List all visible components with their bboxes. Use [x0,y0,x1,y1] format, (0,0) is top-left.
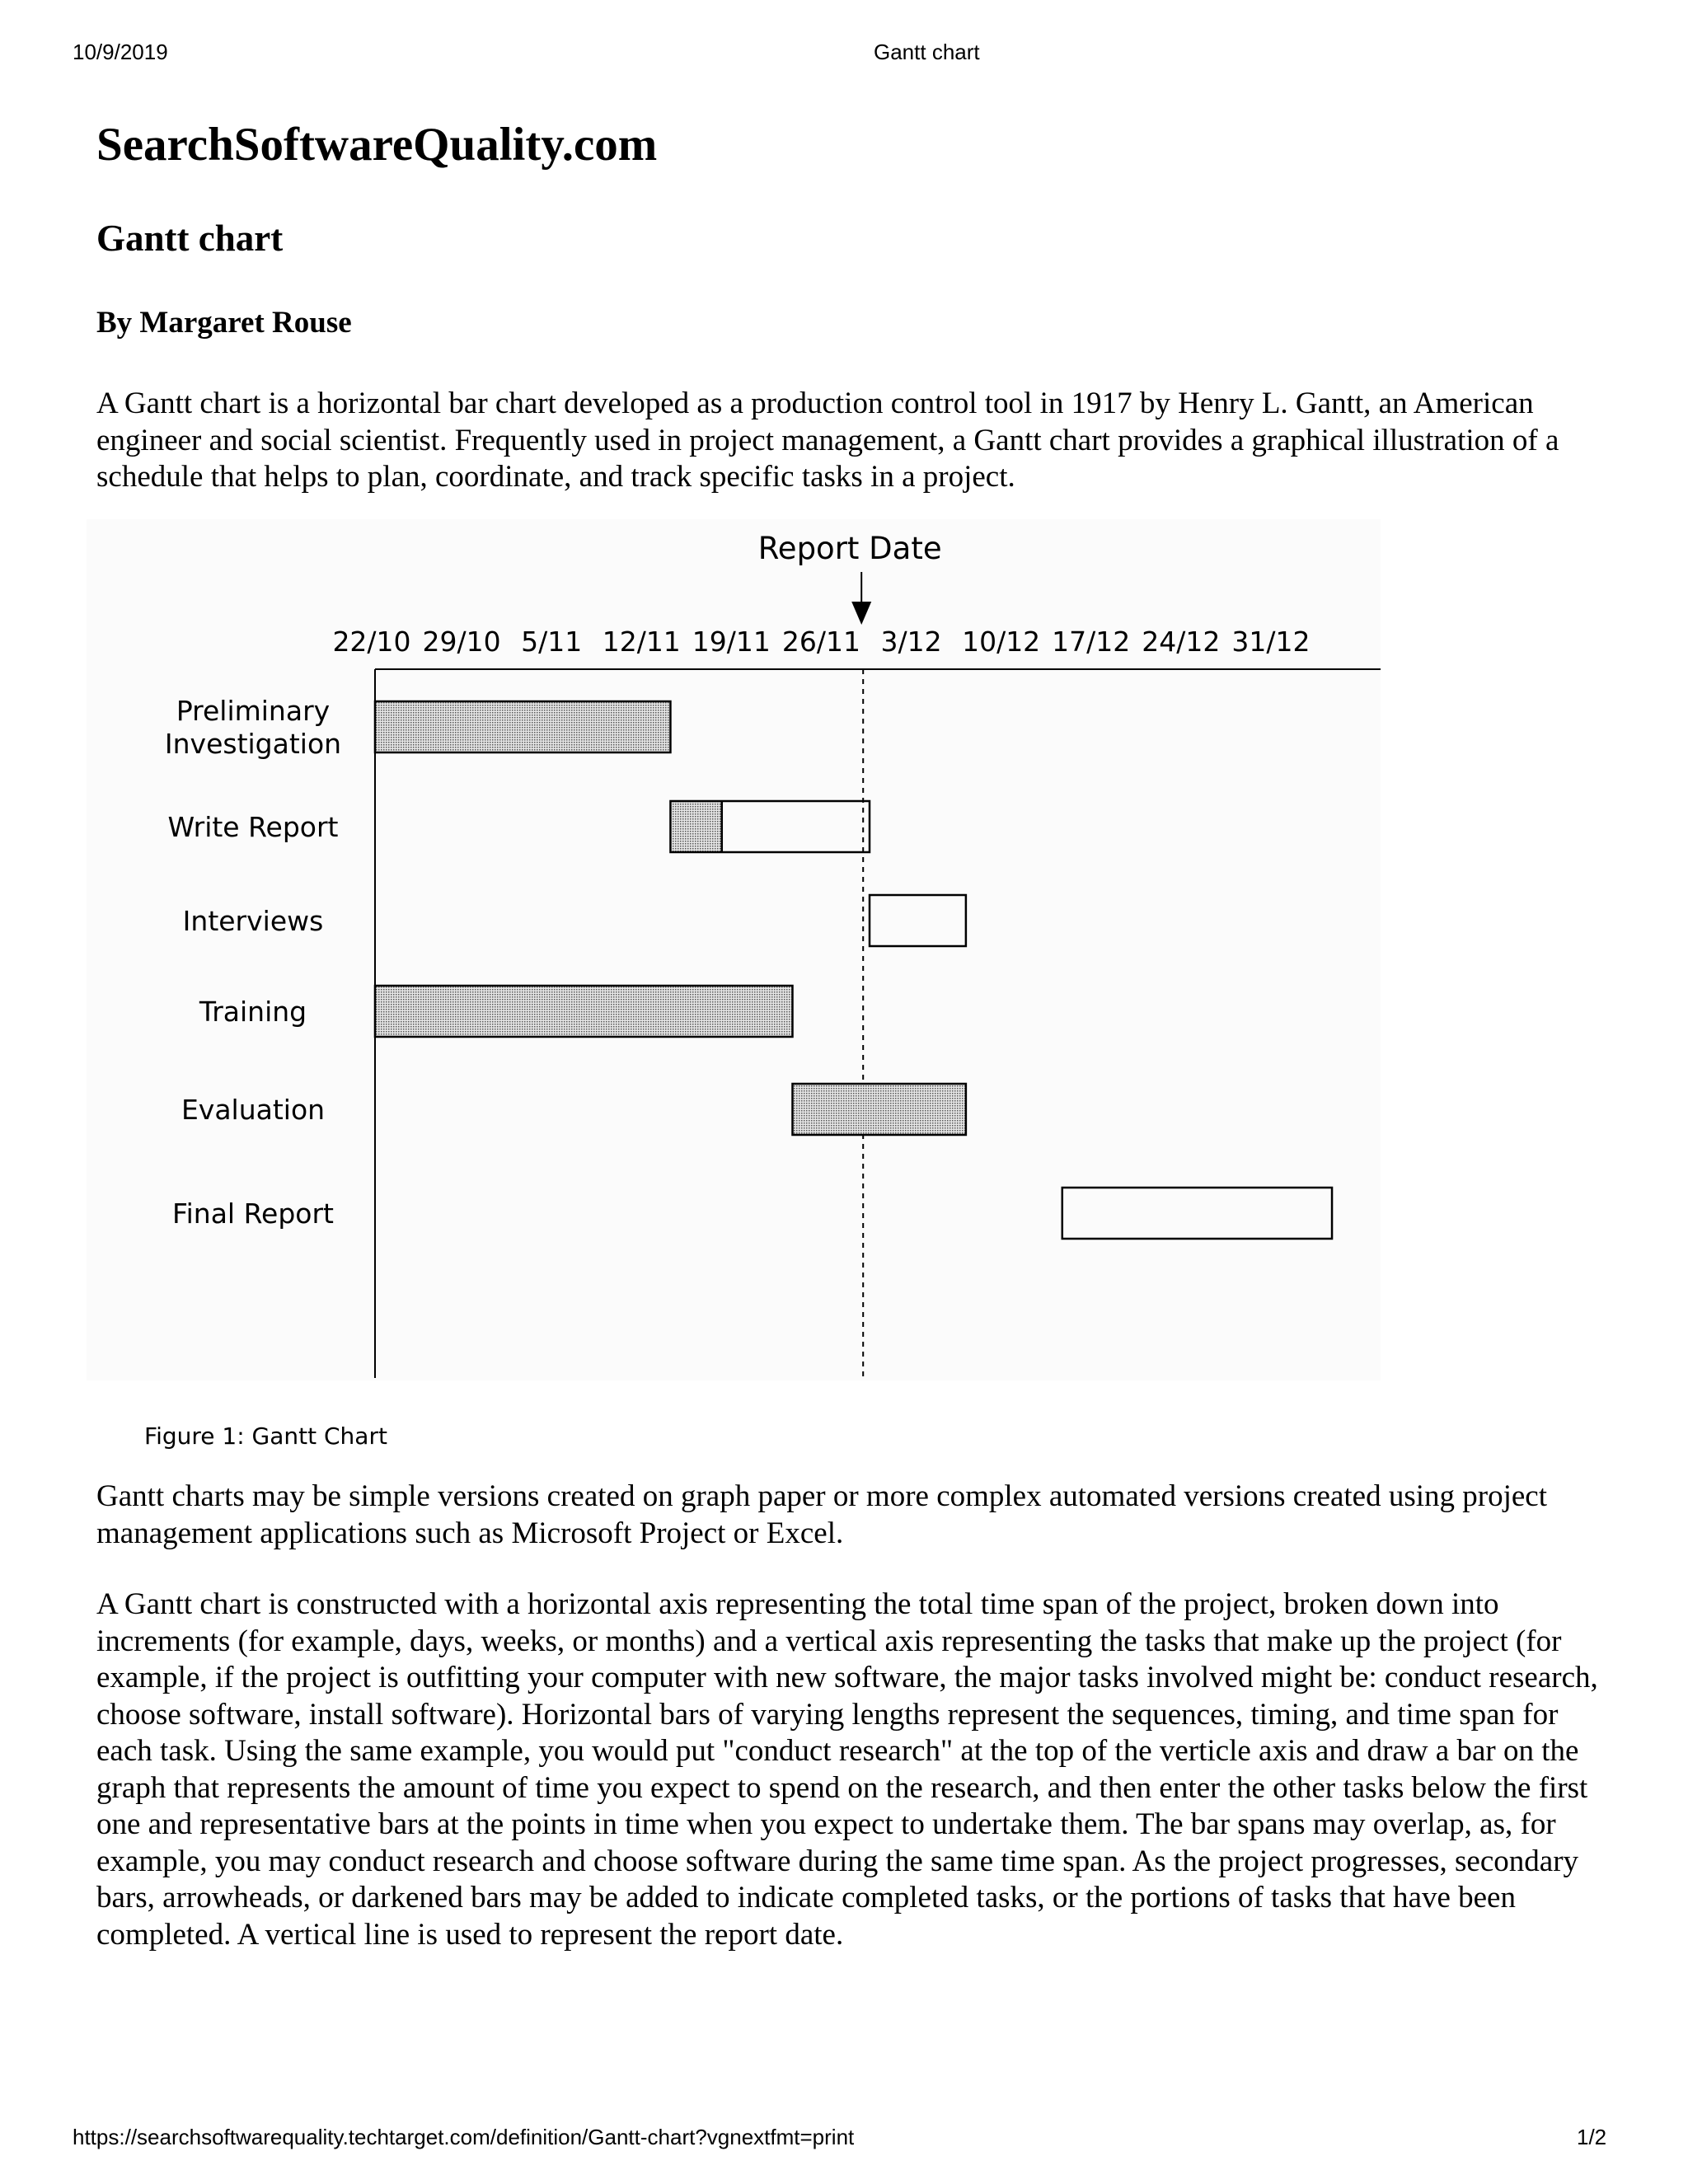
tick-label: 22/10 [332,626,411,658]
report-date-label: Report Date [757,531,942,566]
byline: By Margaret Rouse [96,306,352,340]
tick-label: 17/12 [1052,626,1131,658]
task-label: Preliminary [176,695,331,727]
task-bar-completed [792,1084,965,1135]
page-title: Gantt chart [96,218,284,259]
tick-label: 10/12 [962,626,1041,658]
tick-label: 29/10 [422,626,501,658]
intro-paragraph: A Gantt chart is a horizontal bar chart developed as a production control tool in 1917 by Henry L. Gantt, an American engineer and social scientist. Frequently used in project management, a Gantt chart provides a graphical illustration of a schedule that helps to plan, coordinate, and track specific tasks in a project. [96,387,1559,494]
paragraph-3: A Gantt chart is constructed with a horizontal axis representing the total time span of the project, broken down into increments (for example, days, weeks, or months) and a vertical axis representing the tasks that make up the project (for example, if the project is outfitting your computer with new software, the major tasks involved might be: conduct research, choose software, install software). Horizontal bars of varying lengths represent the sequences, timing, and time span for each task. Using the same example, you would put "conduct research" at the top of the verticle axis and draw a bar on the graph that represents the amount of time you expect to spend on the research, and then enter the other tasks below the first one and representative bars at the points in time when you expect to undertake them. The bar spans may overlap, as, for example, you may conduct research and choose software during the same time span. As the project progresses, secondary bars, arrowheads, or darkened bars may be added to indicate completed tasks, or the portions of tasks that have been completed. A vertical line is used to represent the report date. [96,1587,1598,1952]
tick-label: 31/12 [1231,626,1311,658]
tick-label: 5/11 [521,626,583,658]
tick-label: 3/12 [880,626,942,658]
figure-caption: Figure 1: Gantt Chart [144,1422,387,1450]
site-name: SearchSoftwareQuality.com [96,119,658,171]
task-bar [870,895,966,946]
page-number: 1/2 [1577,2125,1607,2149]
task-label: Final Report [172,1197,334,1230]
task-label: Training [199,996,307,1028]
report-date-arrowhead [851,602,871,625]
tick-label: 26/11 [781,626,861,658]
paragraph-2: Gantt charts may be simple versions created on graph paper or more complex automated versions created using project management applications such as Microsoft Project or Excel. [96,1479,1547,1550]
page-url: https://searchsoftwarequality.techtarget.com/definition/Gantt-chart?vgnextfmt=print [73,2125,855,2149]
task-bar-completed [375,986,792,1037]
tick-label: 12/11 [602,626,681,658]
gantt-chart [87,519,1381,1380]
print-date: 10/9/2019 [73,40,168,64]
task-bar-completed [375,701,670,752]
task-bar-completed [670,801,721,852]
task-label: Write Report [167,811,339,843]
task-label: Investigation [164,728,342,760]
task-label: Evaluation [181,1094,326,1126]
print-title: Gantt chart [874,40,980,64]
tick-label: 19/11 [692,626,771,658]
tick-label: 24/12 [1142,626,1221,658]
task-label: Interviews [182,905,324,937]
task-bar [1062,1188,1332,1239]
gantt-figure [87,519,1381,1380]
